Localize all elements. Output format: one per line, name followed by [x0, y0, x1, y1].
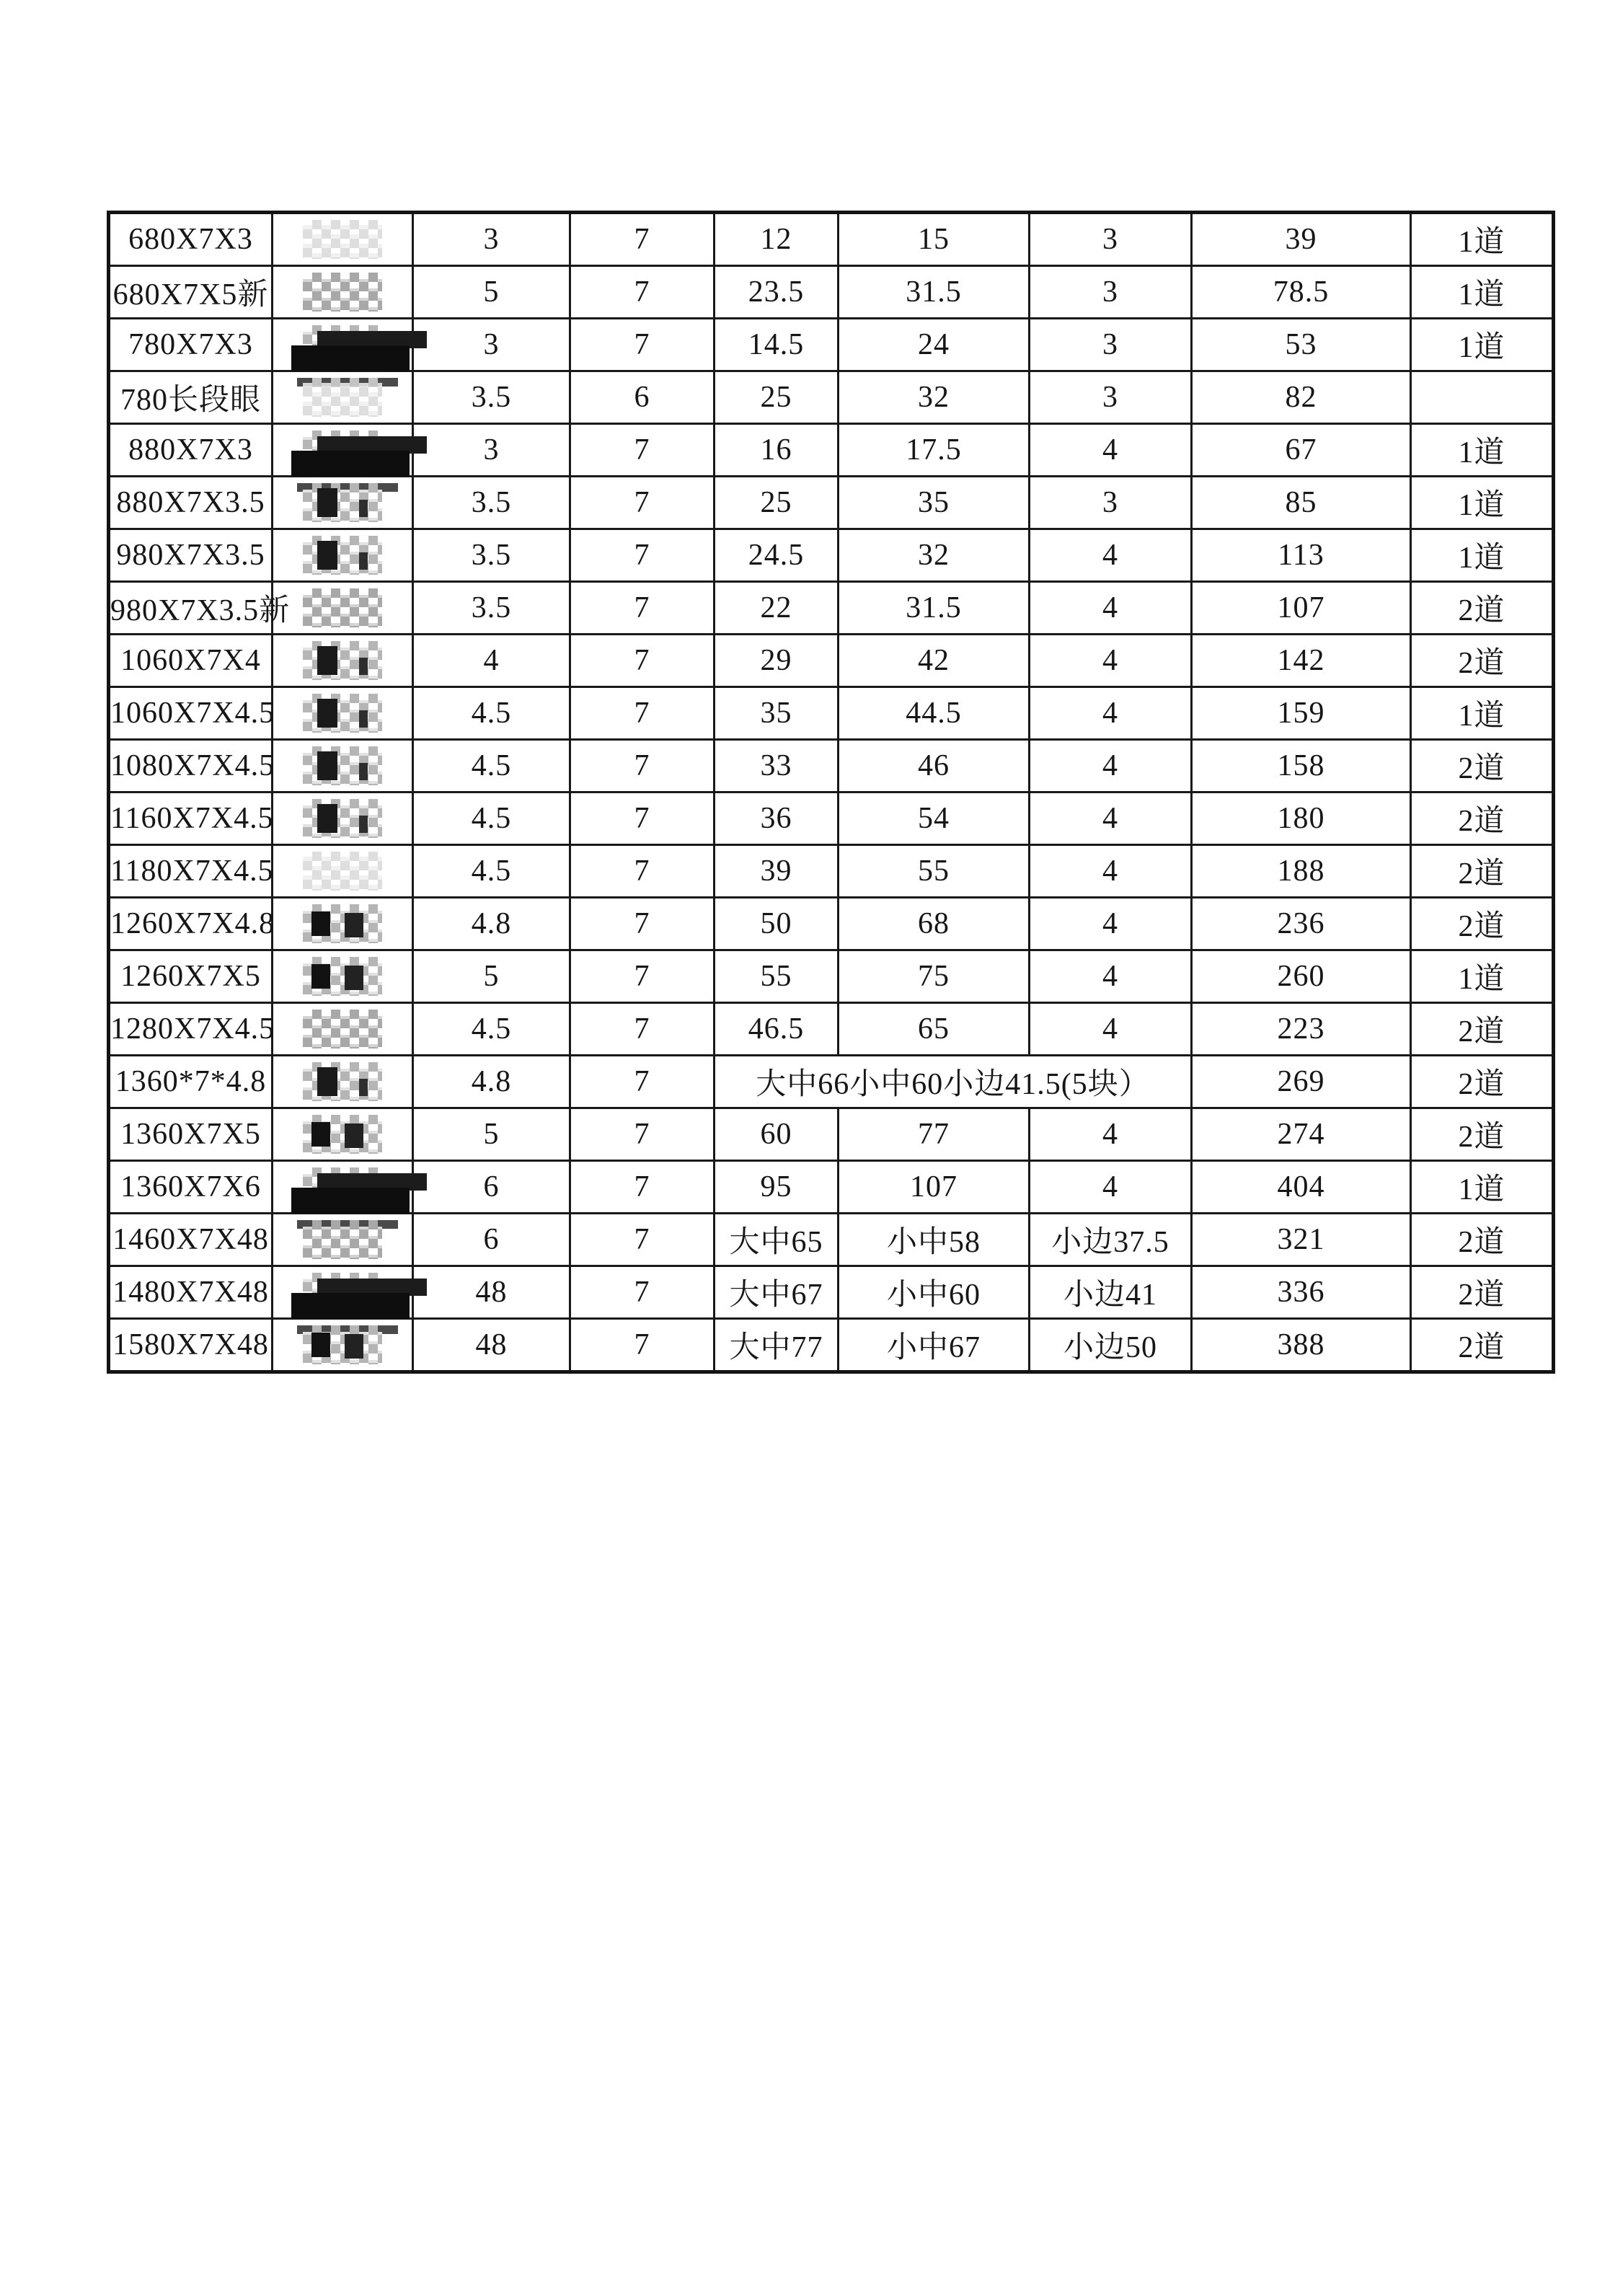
- model-cell: 1160X7X4.5: [109, 792, 273, 845]
- value-cell: 4: [1030, 1161, 1192, 1214]
- model-cell: 680X7X5新: [109, 266, 273, 319]
- pass-count-cell: 1道: [1411, 950, 1554, 1003]
- value-cell: 7: [570, 740, 715, 792]
- value-cell: 7: [570, 1266, 715, 1319]
- value-cell: 77: [839, 1108, 1030, 1161]
- value-cell: 3: [1030, 213, 1192, 266]
- value-cell: 4: [1030, 424, 1192, 477]
- value-cell: 3: [413, 213, 570, 266]
- value-cell: 7: [570, 1161, 715, 1214]
- redaction-mosaic: [303, 904, 382, 943]
- value-cell: 7: [570, 477, 715, 529]
- value-cell: 4.5: [413, 792, 570, 845]
- value-cell: 85: [1192, 477, 1411, 529]
- pass-count-cell: 1道: [1411, 687, 1554, 740]
- model-cell: 680X7X3: [109, 213, 273, 266]
- pass-count-cell: 2道: [1411, 740, 1554, 792]
- value-cell: 6: [570, 371, 715, 424]
- value-cell: 48: [413, 1266, 570, 1319]
- redaction-mosaic: [303, 1062, 382, 1101]
- value-cell: 53: [1192, 319, 1411, 371]
- value-cell: 35: [715, 687, 839, 740]
- pass-count-cell: 2道: [1411, 898, 1554, 950]
- value-cell: 6: [413, 1161, 570, 1214]
- value-cell: 39: [715, 845, 839, 898]
- value-cell: 4: [1030, 792, 1192, 845]
- table-row: [109, 529, 1554, 582]
- value-cell: 24.5: [715, 529, 839, 582]
- value-cell: 7: [570, 687, 715, 740]
- pass-count-cell: 1道: [1411, 213, 1554, 266]
- value-cell: 大中65: [715, 1214, 839, 1266]
- value-cell: 7: [570, 898, 715, 950]
- redaction-mosaic: [303, 430, 382, 469]
- value-cell: 3.5: [413, 582, 570, 635]
- value-cell: 113: [1192, 529, 1411, 582]
- value-cell: 7: [570, 529, 715, 582]
- value-cell: 158: [1192, 740, 1411, 792]
- redaction-cell: [273, 266, 413, 319]
- value-cell: 236: [1192, 898, 1411, 950]
- table-row: [109, 1003, 1554, 1056]
- value-cell: 274: [1192, 1108, 1411, 1161]
- value-cell: 82: [1192, 371, 1411, 424]
- value-cell: 107: [1192, 582, 1411, 635]
- model-cell: 1480X7X48: [109, 1266, 273, 1319]
- value-cell: 50: [715, 898, 839, 950]
- redaction-cell: [273, 687, 413, 740]
- value-cell: 35: [839, 477, 1030, 529]
- model-cell: 1580X7X48: [109, 1319, 273, 1372]
- redaction-mosaic: [303, 1273, 382, 1312]
- table-row: [109, 1161, 1554, 1214]
- table-row: [109, 740, 1554, 792]
- pass-count-cell: 2道: [1411, 582, 1554, 635]
- model-cell: 1180X7X4.5: [109, 845, 273, 898]
- redaction-cell: [273, 529, 413, 582]
- value-cell: 32: [839, 529, 1030, 582]
- value-cell: 65: [839, 1003, 1030, 1056]
- value-cell: 142: [1192, 635, 1411, 687]
- table-row: [109, 635, 1554, 687]
- value-cell: 小中58: [839, 1214, 1030, 1266]
- value-cell: 4: [413, 635, 570, 687]
- pass-count-cell: 1道: [1411, 266, 1554, 319]
- value-cell: 25: [715, 477, 839, 529]
- value-cell: 小中60: [839, 1266, 1030, 1319]
- redaction-mosaic: [303, 378, 382, 417]
- table-row: [109, 582, 1554, 635]
- table-row: [109, 898, 1554, 950]
- model-cell: 1460X7X48: [109, 1214, 273, 1266]
- pass-count-cell: 2道: [1411, 845, 1554, 898]
- pass-count-cell: 2道: [1411, 1319, 1554, 1372]
- value-cell: 32: [839, 371, 1030, 424]
- table-row: [109, 371, 1554, 424]
- redaction-mosaic: [303, 325, 382, 364]
- value-cell: 7: [570, 1056, 715, 1108]
- value-cell: 75: [839, 950, 1030, 1003]
- redaction-cell: [273, 1108, 413, 1161]
- value-cell: 4.8: [413, 1056, 570, 1108]
- value-cell: 7: [570, 1214, 715, 1266]
- value-cell: 5: [413, 1108, 570, 1161]
- model-cell: 1060X7X4: [109, 635, 273, 687]
- value-cell: 3: [413, 424, 570, 477]
- value-cell: 269: [1192, 1056, 1411, 1108]
- redaction-cell: [273, 1003, 413, 1056]
- redaction-mosaic: [303, 588, 382, 627]
- value-cell: 404: [1192, 1161, 1411, 1214]
- model-cell: 1360X7X6: [109, 1161, 273, 1214]
- value-cell: 7: [570, 582, 715, 635]
- value-cell: 小边41: [1030, 1266, 1192, 1319]
- model-cell: 880X7X3.5: [109, 477, 273, 529]
- value-cell: 29: [715, 635, 839, 687]
- model-cell: 780长段眼: [109, 371, 273, 424]
- value-cell: 7: [570, 845, 715, 898]
- value-cell: 60: [715, 1108, 839, 1161]
- value-cell: 4: [1030, 1003, 1192, 1056]
- value-cell: 159: [1192, 687, 1411, 740]
- model-cell: 880X7X3: [109, 424, 273, 477]
- table-row: [109, 319, 1554, 371]
- value-cell: 5: [413, 950, 570, 1003]
- redaction-mosaic: [303, 957, 382, 996]
- value-cell: 54: [839, 792, 1030, 845]
- model-cell: 1080X7X4.5: [109, 740, 273, 792]
- value-cell: 39: [1192, 213, 1411, 266]
- redaction-cell: [273, 213, 413, 266]
- redaction-cell: [273, 740, 413, 792]
- redaction-cell: [273, 582, 413, 635]
- redaction-mosaic: [303, 1115, 382, 1154]
- model-cell: 1060X7X4.5: [109, 687, 273, 740]
- pass-count-cell: 1道: [1411, 319, 1554, 371]
- value-cell: 7: [570, 1108, 715, 1161]
- value-cell: 4.8: [413, 898, 570, 950]
- table-row: [109, 213, 1554, 266]
- table-row: [109, 792, 1554, 845]
- table-row: [109, 1214, 1554, 1266]
- redaction-cell: [273, 792, 413, 845]
- model-cell: 980X7X3.5: [109, 529, 273, 582]
- value-cell: 55: [839, 845, 1030, 898]
- redaction-mosaic: [303, 746, 382, 785]
- value-cell: 4: [1030, 740, 1192, 792]
- value-cell: 14.5: [715, 319, 839, 371]
- pass-count-cell: 1道: [1411, 1161, 1554, 1214]
- pass-count-cell: 2道: [1411, 1056, 1554, 1108]
- value-cell: 大中67: [715, 1266, 839, 1319]
- value-cell: 小中67: [839, 1319, 1030, 1372]
- value-cell: 3: [413, 319, 570, 371]
- value-cell: 95: [715, 1161, 839, 1214]
- pass-count-cell: 2道: [1411, 635, 1554, 687]
- redaction-mosaic: [303, 1167, 382, 1206]
- pass-count-cell: 2道: [1411, 1108, 1554, 1161]
- value-cell: 3: [1030, 266, 1192, 319]
- value-cell: 4.5: [413, 687, 570, 740]
- value-cell: 4: [1030, 582, 1192, 635]
- value-cell: 42: [839, 635, 1030, 687]
- value-cell: 4.5: [413, 1003, 570, 1056]
- value-cell: 5: [413, 266, 570, 319]
- value-cell: 7: [570, 792, 715, 845]
- pass-count-cell: 2道: [1411, 792, 1554, 845]
- value-cell: 36: [715, 792, 839, 845]
- value-cell: 78.5: [1192, 266, 1411, 319]
- value-cell: 33: [715, 740, 839, 792]
- table-row: [109, 1056, 1554, 1108]
- value-cell: 260: [1192, 950, 1411, 1003]
- value-cell: 4: [1030, 635, 1192, 687]
- model-cell: 1260X7X5: [109, 950, 273, 1003]
- redaction-cell: [273, 898, 413, 950]
- value-cell: 67: [1192, 424, 1411, 477]
- value-cell: 7: [570, 319, 715, 371]
- redaction-cell: [273, 1214, 413, 1266]
- value-cell: 7: [570, 266, 715, 319]
- value-cell: 17.5: [839, 424, 1030, 477]
- value-cell: 44.5: [839, 687, 1030, 740]
- value-cell: 7: [570, 424, 715, 477]
- model-cell: 1260X7X4.8: [109, 898, 273, 950]
- model-cell: 1280X7X4.5: [109, 1003, 273, 1056]
- value-cell: 180: [1192, 792, 1411, 845]
- pass-count-cell: 2道: [1411, 1214, 1554, 1266]
- redaction-cell: [273, 1056, 413, 1108]
- redaction-mosaic: [303, 799, 382, 838]
- value-cell: 23.5: [715, 266, 839, 319]
- value-cell: 4: [1030, 845, 1192, 898]
- redaction-cell: [273, 371, 413, 424]
- table-row: [109, 1266, 1554, 1319]
- value-cell: 4: [1030, 529, 1192, 582]
- value-cell: 388: [1192, 1319, 1411, 1372]
- value-cell: 25: [715, 371, 839, 424]
- value-cell: 321: [1192, 1214, 1411, 1266]
- value-cell: 7: [570, 1319, 715, 1372]
- value-cell: 3.5: [413, 529, 570, 582]
- value-cell: 3: [1030, 477, 1192, 529]
- value-cell: 4: [1030, 687, 1192, 740]
- value-cell: 4: [1030, 950, 1192, 1003]
- value-cell: 336: [1192, 1266, 1411, 1319]
- pass-count-cell: 2道: [1411, 1266, 1554, 1319]
- value-cell: 188: [1192, 845, 1411, 898]
- redaction-mosaic: [303, 536, 382, 575]
- value-cell: 4: [1030, 898, 1192, 950]
- table-row: [109, 477, 1554, 529]
- model-cell: 780X7X3: [109, 319, 273, 371]
- value-cell: 48: [413, 1319, 570, 1372]
- value-cell: 31.5: [839, 266, 1030, 319]
- value-cell: 107: [839, 1161, 1030, 1214]
- pass-count-cell: 1道: [1411, 529, 1554, 582]
- pass-count-cell: 1道: [1411, 477, 1554, 529]
- pass-count-cell: 1道: [1411, 424, 1554, 477]
- value-cell: 223: [1192, 1003, 1411, 1056]
- table-row: [109, 1319, 1554, 1372]
- table-row: [109, 1108, 1554, 1161]
- value-cell: 7: [570, 950, 715, 1003]
- value-cell: 4: [1030, 1108, 1192, 1161]
- value-cell: 3: [1030, 319, 1192, 371]
- redaction-cell: [273, 424, 413, 477]
- value-cell: 3.5: [413, 477, 570, 529]
- value-cell: 7: [570, 635, 715, 687]
- value-cell: 小边37.5: [1030, 1214, 1192, 1266]
- value-cell: 7: [570, 213, 715, 266]
- redaction-cell: [273, 1266, 413, 1319]
- value-cell: 46: [839, 740, 1030, 792]
- value-cell: 31.5: [839, 582, 1030, 635]
- value-cell: 3: [1030, 371, 1192, 424]
- value-cell: 6: [413, 1214, 570, 1266]
- table-row: [109, 266, 1554, 319]
- redaction-mosaic: [303, 852, 382, 891]
- model-cell: 1360*7*4.8: [109, 1056, 273, 1108]
- model-cell: 980X7X3.5新: [109, 582, 273, 635]
- value-cell: 7: [570, 1003, 715, 1056]
- redaction-mosaic: [303, 1220, 382, 1259]
- redaction-cell: [273, 477, 413, 529]
- table-row: [109, 845, 1554, 898]
- model-cell: 1360X7X5: [109, 1108, 273, 1161]
- redaction-cell: [273, 635, 413, 687]
- value-cell: 15: [839, 213, 1030, 266]
- redaction-cell: [273, 950, 413, 1003]
- value-cell: 46.5: [715, 1003, 839, 1056]
- table-body: [109, 213, 1554, 1372]
- value-cell: 16: [715, 424, 839, 477]
- value-cell: 68: [839, 898, 1030, 950]
- redaction-cell: [273, 1161, 413, 1214]
- redaction-mosaic: [303, 483, 382, 522]
- merged-value-cell: 大中66小中60小边41.5(5块）: [715, 1056, 1192, 1108]
- redaction-mosaic: [303, 1010, 382, 1048]
- redaction-mosaic: [303, 220, 382, 259]
- table-row: [109, 950, 1554, 1003]
- redaction-mosaic: [303, 273, 382, 312]
- value-cell: 24: [839, 319, 1030, 371]
- redaction-cell: [273, 319, 413, 371]
- value-cell: 22: [715, 582, 839, 635]
- table-row: [109, 424, 1554, 477]
- value-cell: 12: [715, 213, 839, 266]
- value-cell: 3.5: [413, 371, 570, 424]
- pass-count-cell: [1411, 371, 1554, 424]
- value-cell: 大中77: [715, 1319, 839, 1372]
- value-cell: 55: [715, 950, 839, 1003]
- value-cell: 4.5: [413, 740, 570, 792]
- redaction-cell: [273, 845, 413, 898]
- pass-count-cell: 2道: [1411, 1003, 1554, 1056]
- redaction-cell: [273, 1319, 413, 1372]
- table-row: [109, 687, 1554, 740]
- spec-table: [107, 211, 1555, 1374]
- redaction-mosaic: [303, 694, 382, 733]
- value-cell: 4.5: [413, 845, 570, 898]
- redaction-mosaic: [303, 1325, 382, 1364]
- redaction-mosaic: [303, 641, 382, 680]
- value-cell: 小边50: [1030, 1319, 1192, 1372]
